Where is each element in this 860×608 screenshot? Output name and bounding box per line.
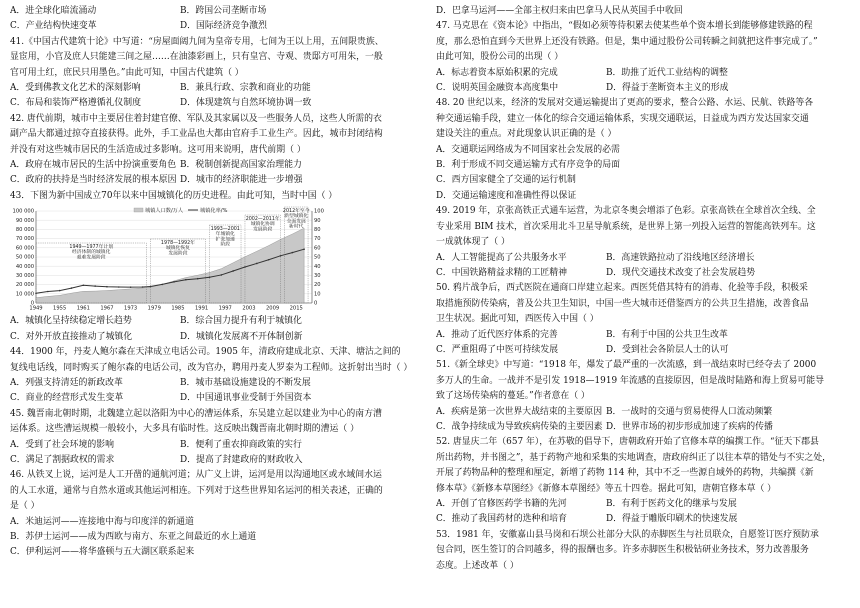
q51-line: 致了这场传染病的蔓延。”作者意在（ ） (436, 391, 590, 402)
urbanization-rate-point (161, 284, 163, 286)
q44-line: 44．1900 年，丹麦人鲍尔森在天津成立电话公司。1905 年，清政府建成北京、天津、塘沽之间的 (10, 347, 401, 358)
urbanization-rate-point (173, 281, 175, 283)
q53-stem (436, 528, 846, 574)
q47-option-d[interactable]: D．得益于垄断资本主义的形成 (606, 83, 729, 94)
q44-line: 复线电话线，同时购买了鲍尔森的电话公司，改为官办，聘用丹麦人罗泰为工程师。这折射出当时（ ） (10, 362, 413, 373)
q43-option-a[interactable]: A．城镇化呈持续稳定增长趋势 (10, 316, 132, 327)
q50-line: 50. 鸦片战争后，西式医院在通商口岸建立起来。西医凭借其特有的消毒、化验等手段，积极采 (436, 283, 808, 294)
q45-option-c[interactable]: C．满足了割据政权的需求 (10, 454, 115, 465)
y-left-tick-label: 20 000 (15, 282, 34, 289)
x-tick-label: 1949 (29, 305, 43, 312)
urbanization-rate-point (59, 290, 61, 292)
legend-label-population: 城镇人口数/万人 (145, 208, 184, 215)
urbanization-chart-svg (10, 205, 340, 312)
q44-stem (10, 345, 420, 376)
q52-option-c[interactable]: C．推动了我国药材的选种和培育 (436, 514, 568, 525)
q41-line: 官可用土红，庶民只用墨色。”由此可知，中国古代建筑（ ） (10, 67, 244, 78)
q50-option-b[interactable]: B．有利于中国的公共卫生改革 (606, 329, 728, 340)
legend-swatch-population (134, 208, 143, 212)
q49-option-c[interactable]: C．中国铁路精益求精的工匠精神 (436, 267, 568, 278)
x-tick-label: 1985 (171, 305, 185, 312)
q45-option-b[interactable]: B．便利了重农抑商政策的实行 (180, 439, 302, 450)
stage-annotation-text: 年城镇化 (215, 232, 235, 238)
y-right-tick-label: 50 (314, 254, 321, 261)
q40-option-a[interactable]: A．进全球化暗流涌动 (10, 6, 97, 16)
stage-annotation-text: 发展阶段 (168, 251, 188, 257)
stage-annotation-text: 阶段 (220, 242, 231, 248)
x-tick-label: 2015 (289, 305, 303, 312)
urbanization-rate-point (142, 286, 144, 288)
stage-annotation-text: 新时代 (289, 224, 304, 230)
q42-line: 副产品大都通过掠夺直接获得。此外，手工业品也大都由官府手工业生产。因此，城市封闭结构 (10, 129, 383, 140)
q43-option-c[interactable]: C．对外开放直接推动了城镇化 (10, 331, 133, 342)
q47-option-b[interactable]: B．助推了近代工业结构的调整 (606, 67, 728, 78)
q46-stem (10, 468, 420, 560)
q48-option-d[interactable]: D．交通运输速度和准确性得以保证 (436, 190, 577, 201)
q41-line: 显宦用，小官及庶人只能建三间之屋……在油漆彩画上，只有皇宫、寺观、贵邸方可用朱，一般 (10, 52, 383, 63)
q48-options (436, 143, 846, 205)
q48-stem (436, 96, 846, 142)
urbanization-rate-point (268, 259, 270, 261)
right-column (436, 4, 846, 574)
q51-option-a[interactable]: A．疾病是第一次世界大战结束的主要原因 (436, 406, 603, 417)
q44-option-b[interactable]: B．城市基础设施建设的不断发展 (180, 377, 311, 388)
q46-line: 的人工水道，通常与自然水道或其他运河相连。下列对于这些世界知名运河的相关表述，正确的 (10, 485, 383, 496)
y-right-tick-label: 0 (314, 300, 318, 307)
q48-option-b[interactable]: B．利于形成不同交通运输方式有序竞争的局面 (436, 160, 621, 171)
q45-option-d[interactable]: D．提高了封建政府的财政收入 (180, 454, 303, 465)
q47-stem (436, 19, 846, 65)
y-left-tick-label: 10 000 (15, 291, 34, 298)
q43-stem: 43．下图为新中国成立70年以来中国城镇化的历史进程。由此可知，当时中国（ ） (10, 190, 338, 201)
stage-annotation-text: 城镇化恢复 (165, 246, 190, 252)
q46-option-a[interactable]: A．米迪运河——连接地中海与印度洋的新通道 (10, 516, 194, 527)
q45-line: 运体系。这些漕运规模一般较小，大多具有临时性。这反映出魏晋南北朝时期的漕运（ ） (10, 424, 359, 435)
stage-annotation-text: 全面发展 (286, 219, 306, 225)
urbanization-rate-point (197, 278, 199, 280)
stage-annotation-text: 艰难发展阶段 (76, 255, 106, 261)
q52-option-b[interactable]: B．有利于医药文化的继承与发展 (606, 499, 737, 509)
q47-option-c[interactable]: C．说明英国金融资本高度集中 (436, 83, 559, 94)
q52-option-d[interactable]: D．得益于雕版印刷术的快速发展 (606, 514, 738, 525)
urbanization-rate-point (232, 270, 234, 272)
q52-stem (436, 435, 846, 497)
x-tick-label: 2003 (242, 305, 256, 312)
q49-stem (436, 204, 846, 250)
stage-annotation-text: 2012年至今 (282, 209, 310, 215)
q47-line: 47. 马克思在《资本论》中指出，“假如必须等待积累去使某些单个资本增长到能够修建铁路的程 (436, 21, 813, 32)
q42-line: 并没有对这些城市居民的生活造成过多影响。这可用来说明，唐代前期（ ） (10, 144, 306, 155)
stage-annotation-text: 1993—2001 (210, 227, 240, 233)
q45-line: 45. 魏晋南北朝时期，北魏建立起以洛阳为中心的漕运体系，东吴建立起以建业为中心的南方漕 (10, 408, 382, 419)
q45-options (10, 438, 420, 469)
q50-option-c[interactable]: C．严重阻碍了中医可持续发展 (436, 344, 559, 355)
q40-options (10, 4, 420, 35)
q40-option-b[interactable]: B．跨国公司垄断市场 (180, 6, 267, 16)
q46-option-d[interactable]: D．巴拿马运河——全部主权归来由巴拿马人民从英国手中收回 (436, 6, 683, 16)
q41-option-c[interactable]: C．布局和装饰严格遵循礼仪制度 (10, 98, 142, 109)
q46-option-b[interactable]: B．苏伊士运河——成为西欧与南方、东亚之间最近的水上通道 (10, 531, 257, 542)
urbanization-rate-point (185, 279, 187, 281)
q51-line: 51.《新全球史》中写道：“1918 年，爆发了最严重的一次流感，到一战结束时已经夺去了 2000 (436, 360, 817, 371)
stage-annotation-text: 扩张加速 (215, 237, 235, 243)
q49-options (436, 251, 846, 282)
q43-options (10, 314, 420, 345)
x-tick-label: 1991 (194, 305, 209, 312)
q48-line: 48. 20 世纪以来，经济的发展对交通运输提出了更高的要求，整合公路、水运、民航、铁路等各 (436, 98, 814, 109)
q41-option-a[interactable]: A．受到佛教文化艺术的深刻影响 (10, 83, 141, 94)
stage-annotation-text: 新型城镇化 (284, 214, 309, 220)
urbanization-rate-point (256, 263, 258, 265)
urbanization-rate-point (303, 249, 305, 251)
x-tick-label: 1979 (147, 305, 161, 312)
q46-line: 46. 从铁叉上说，运河是人工开凿的通航河道；从广义上讲，运河是用以沟通地区或水域间水运 (10, 470, 382, 481)
urbanization-rate-point (47, 291, 49, 293)
q48-option-c[interactable]: C．西方国家健全了交通的运行机制 (436, 175, 576, 186)
x-tick-label: 1997 (218, 305, 232, 312)
urbanization-rate-point (94, 286, 96, 288)
q49-line: 49. 2019 年，京张高铁正式通车运营，为北京冬奥会增添了色彩。京张高铁在全球首次全线、全 (436, 206, 816, 217)
y-left-tick-label: 0 (30, 300, 34, 307)
q51-line: 多万人的生命。一战并不是引发 1918—1919 年流感的直接原因，但是战时陆路和海上贸易可能导 (436, 375, 825, 386)
q44-option-c[interactable]: C．商业的经营形式发生变革 (10, 393, 124, 404)
q42-options (10, 158, 420, 189)
q50-option-a[interactable]: A．推动了近代医疗体系的完善 (436, 329, 558, 340)
q45-option-a[interactable]: A．受到了社会环境的影响 (10, 439, 115, 450)
q47-options (436, 66, 846, 97)
q52-options (436, 497, 846, 528)
x-tick-label: 2009 (265, 305, 280, 312)
q53-line: 态度。上述改革（ ） (436, 560, 519, 571)
y-right-tick-label: 100 (314, 208, 324, 215)
q52-line: 52. 唐显庆二年（657 年），在苏敬的倡导下，唐朝政府开始了官修本草的编撰工作。“征天下郡县 (436, 437, 819, 448)
y-right-tick-label: 10 (314, 291, 321, 298)
q40-option-c[interactable]: C．产业结构快速变革 (10, 21, 97, 32)
q43-option-b[interactable]: B．综合国力提升有利于城镇化 (180, 316, 302, 327)
q50-line: 取措施预防传染病，普及公共卫生知识，中国一些大城市还借鉴西方的公共卫生措施，改善食品 (436, 298, 809, 309)
q50-stem (436, 281, 846, 327)
y-left-tick-label: 40 000 (15, 264, 34, 271)
x-tick-label: 1973 (124, 305, 138, 312)
x-tick-label: 1967 (100, 305, 114, 312)
stage-annotation-text: 1978—1992年 (160, 241, 195, 247)
urbanization-rate-point (221, 274, 223, 276)
q49-option-b[interactable]: B．高速铁路拉动了沿线地区经济增长 (606, 252, 755, 263)
y-right-tick-label: 30 (314, 273, 321, 280)
q44-option-d[interactable]: D．中国通讯事业受制于外国资本 (180, 393, 312, 404)
y-right-tick-label: 40 (314, 264, 321, 271)
q42-option-c[interactable]: C．政府的扶持是当时经济发展的根本原因 (10, 175, 177, 186)
q41-option-b[interactable]: B．兼具行政、宗教和商业的功能 (180, 83, 311, 94)
y-right-tick-label: 70 (314, 236, 321, 243)
q51-options (436, 405, 846, 436)
y-right-tick-label: 60 (314, 245, 321, 252)
q45-stem (10, 407, 420, 438)
q42-stem (10, 112, 420, 158)
q49-option-a[interactable]: A．人工智能提高了公共服务水平 (436, 252, 567, 263)
y-left-tick-label: 70 000 (15, 236, 34, 243)
q48-line: 建设关注的重点。对此现象认识正确的是（ ） (436, 129, 617, 140)
y-left-tick-label: 90 000 (15, 218, 34, 225)
q51-option-b[interactable]: B．一战时的交通与贸易使得人口流动频繁 (606, 406, 773, 417)
y-right-tick-label: 80 (314, 227, 321, 234)
x-tick-label: 1961 (76, 305, 90, 312)
q49-line: 一成就体现了（ ） (436, 237, 510, 248)
urbanization-rate-point (71, 288, 73, 290)
q49-line: 专业采用 BIM 技术，首次采用北斗卫星导航系统，是世界上第一列投入运营的智能高铁列车。这 (436, 221, 816, 232)
q41-line: 41.《中国古代建筑十论》中写道：“房屋面阔九间为皇帝专用，七间为王以上用，五间限贵族、 (10, 36, 384, 47)
y-left-tick-label: 30 000 (15, 273, 34, 280)
q47-option-a[interactable]: A．标志着资本原始积累的完成 (436, 67, 558, 78)
q53-line: 包合同，医生签订的合同越多，得的报酬也多。许多赤脚医生积极钻研业务技术，努力改善服务 (436, 545, 809, 556)
q41-options (10, 81, 420, 112)
q48-option-a[interactable]: A．交通联运网络成为不同国家社会发展的必需 (436, 144, 620, 155)
q48-line: 种交通运输手段，建立一体化的综合交通运输体系，实现交通联运，日益成为西方发达国家交通 (436, 113, 809, 124)
y-left-tick-label: 80 000 (15, 227, 34, 234)
y-left-tick-label: 50 000 (15, 254, 34, 261)
q42-option-a[interactable]: A．政府在城市居民的生活中扮演重要角色 (10, 160, 177, 171)
urbanization-rate-point (106, 286, 108, 288)
x-tick-label: 1955 (53, 305, 67, 312)
q46-line: 是（ ） (10, 501, 40, 512)
q41-stem (10, 35, 420, 81)
q52-line: 修本草》《新修本草图经》《新修本草图经》等五十四卷。据此可知，唐朝官修本草（ ） (436, 483, 777, 494)
q51-option-d[interactable]: D．世界市场的初步形成加速了疾病的传播 (606, 421, 773, 432)
left-column (10, 4, 420, 561)
q53-line: 53．1981 年，安徽嘉山县马岗和石坝公社部分大队的赤脚医生与社员联众，自愿签订医疗预防承 (436, 529, 819, 540)
q47-line: 由此可知，股份公司的出现（ ） (436, 52, 564, 63)
urbanization-rate-point (83, 285, 85, 287)
q50-options (436, 328, 846, 359)
q49-option-d[interactable]: D．现代交通技术改变了社会发展趋势 (606, 267, 756, 278)
stage-annotation-text: 2002—2011年 (245, 217, 280, 223)
stage-annotation-text: 经济体制的城镇化 (72, 250, 111, 256)
q41-option-d[interactable]: D．体现建筑与自然环境协调一致 (180, 98, 312, 109)
q52-option-a[interactable]: A．开创了官修医药学书籍的先河 (436, 499, 567, 509)
q42-option-b[interactable]: B．税制创新提高国家治理能力 (180, 160, 302, 171)
q51-option-c[interactable]: C．战争持续成为导致疾病传染的主要因素 (436, 421, 603, 432)
q40-option-d[interactable]: D．国际经济竞争激烈 (180, 21, 267, 32)
q47-line: 度，那么恐怕直到今天世界上还没有铁路。但是，集中通过股份公司转瞬之间就把这件事完成了。” (436, 36, 818, 47)
urbanization-chart (10, 205, 420, 312)
q50-line: 卫生状况。据此可知，西医传入中国（ ） (436, 314, 599, 325)
q52-line: 所出药物，并书图之”，基于药物产地和采集的实地调查，唐政府纠正了以往本草的错处与不实之处， (436, 452, 832, 463)
legend-label-rate: 城镇化率/% (200, 208, 228, 215)
stage-annotation-text: 发展阶段 (253, 227, 273, 233)
q42-line: 42. 唐代前期，城市中主要居住着封建官僚、军队及其家属以及一些服务人员，这些人所需的衣 (10, 113, 382, 124)
q42-option-d[interactable]: D．城市的经济职能进一步增强 (180, 175, 303, 186)
y-left-tick-label: 60 000 (15, 245, 34, 252)
y-right-tick-label: 20 (314, 282, 321, 289)
y-right-tick-label: 90 (314, 218, 321, 225)
urbanization-rate-point (118, 286, 120, 288)
y-left-tick-label: 100 000 (12, 208, 34, 215)
urbanization-rate-point (130, 287, 132, 289)
stage-annotation-text: 城镇化协调 (250, 222, 275, 228)
urbanization-rate-point (291, 252, 293, 254)
q43-option-d[interactable]: D．城镇化发展离不开体制创新 (180, 331, 303, 342)
q51-stem (436, 358, 846, 404)
q44-options (10, 376, 420, 407)
stage-annotation-text: 1949—1977年计划 (69, 245, 114, 251)
q44-option-a[interactable]: A．列强支持清廷的新政改革 (10, 377, 123, 388)
q46-option-c[interactable]: C．伊利运河——将华盛顿与五大湖区联系起来 (10, 547, 195, 558)
q50-option-d[interactable]: D．受到社会各阶层人士的认可 (606, 344, 729, 355)
q52-line: 开展了药物品种的整理和厘定，新增了药物 114 种，其中不乏一些源自域外的药物，共编撰《新 (436, 468, 814, 479)
urban-population-area (36, 228, 304, 303)
